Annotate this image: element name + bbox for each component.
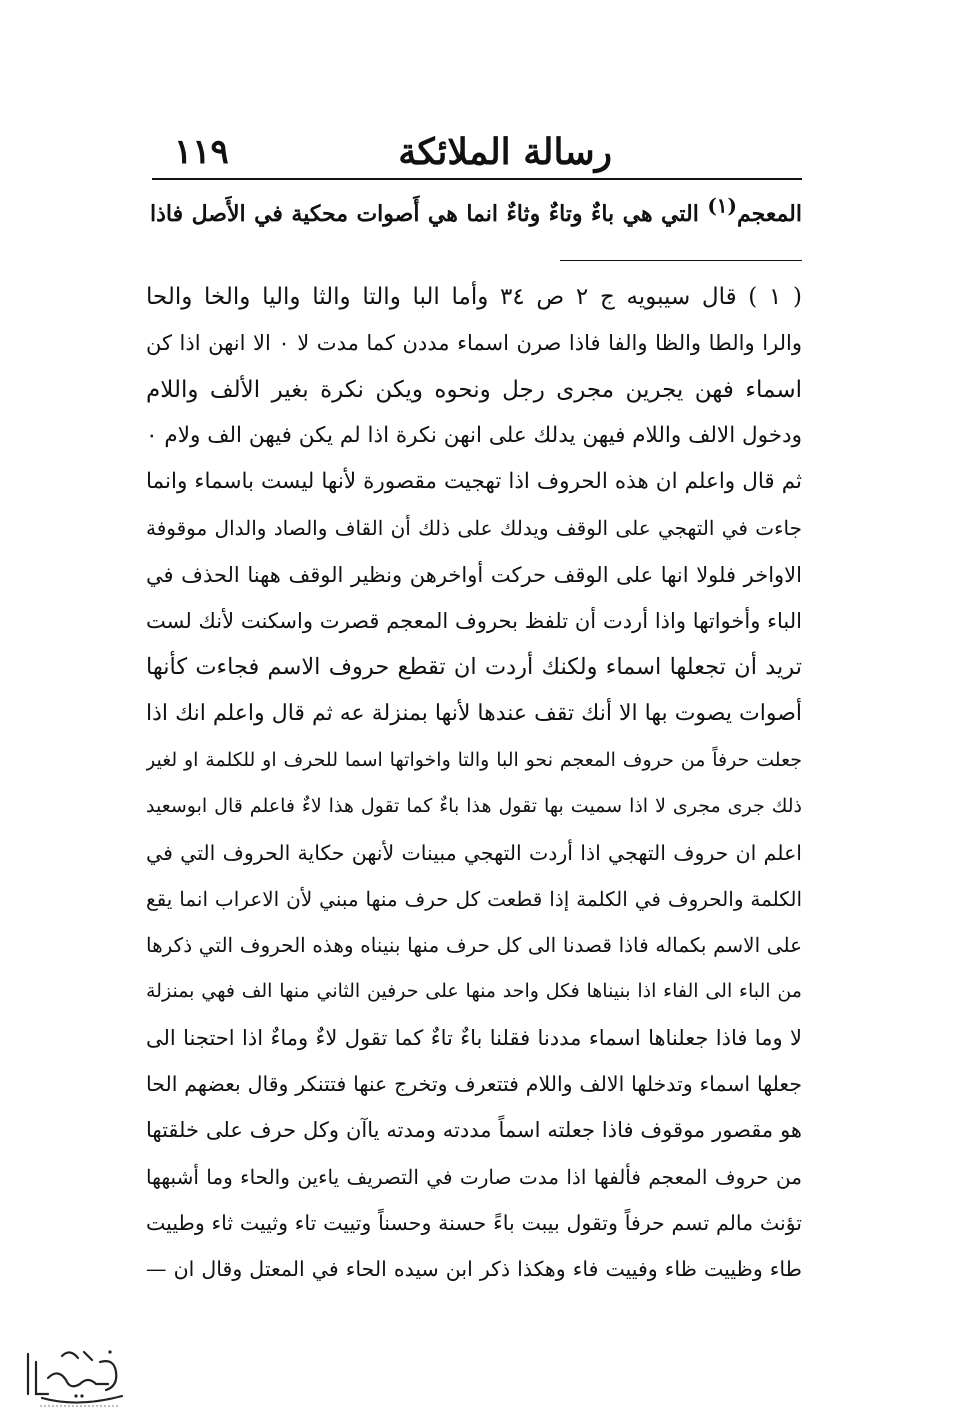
footnote-line: تريد أن تجعلها اسماء ولكنك أردت ان تقطع حروف الاسم فجاءت كأنها bbox=[146, 654, 802, 681]
footnote-line: الكلمة والحروف في الكلمة إذا قطعت كل حرف منها مبني لأن الاعراب انما يقع bbox=[146, 886, 802, 911]
footnote-line: الاواخر فلولا انها على الوقف حركت أواخرهن ونظير الوقف ههنا الحذف في bbox=[146, 562, 802, 587]
footnote-reference: (١) bbox=[707, 193, 737, 218]
footnote-line: جاءت في التهجي على الوقف ويدلك على ذلك أن القاف والصاد والدال موقوفة bbox=[146, 516, 802, 541]
footnote-line: من حروف المعجم فألفها اذا مدت صارت في التصريف ياءين والحاء وما أشبهها bbox=[146, 1164, 802, 1189]
body-text-end: التي هي باءٌ وتاءٌ وثاءٌ انما هي أَصوات محكية في الأَصل فاذا bbox=[150, 201, 708, 227]
footnote-line: ثم قال واعلم ان هذه الحروف اذا تهجيت مقصورة لأنها ليست باسماء وانما bbox=[146, 469, 802, 495]
page-number: ١١٩ bbox=[174, 132, 229, 172]
footnote-line: على الاسم بكماله فاذا قصدنا الى كل حرف منها بنيناه وهذه الحروف التي ذكرها bbox=[146, 933, 802, 958]
footnote-line: هو مقصور موقوف فاذا جعلته اسماً مددته ومدته ياآن وكل حرف على خلقتها bbox=[146, 1118, 802, 1143]
body-text-start: المعجم bbox=[737, 201, 802, 227]
footnote bbox=[146, 274, 802, 1293]
header-rule bbox=[152, 178, 802, 180]
page-header bbox=[130, 128, 802, 178]
footnote-line: اسماء فهن يجرين مجرى رجل ونحوه ويكن نكرة بغير الألف واللام bbox=[146, 376, 802, 403]
footnote-rule bbox=[560, 260, 802, 261]
footnote-line: اعلم ان حروف التهجي اذا أردت التهجي مبينات لأنهن حكاية الحروف التي في bbox=[146, 840, 802, 865]
footnote-line: جعلت حرفاً من حروف المعجم نحو البا والتا واخواتها اسما للحرف او للكلمة او لغير bbox=[146, 748, 802, 771]
footnote-line: ذلك جرى مجرى لا اذا سميت بها تقول هذا باءٌ كما تقول هذا لاءٌ فاعلم قال ابوسعيد bbox=[146, 795, 802, 818]
footnote-line: جعلها اسماء وتدخلها الالف واللام فتتعرف وتخرج عنها فتتنكر وقال بعضهم الحا bbox=[146, 1072, 802, 1097]
footnote-line: أصوات يصوت بها الا أنك تقف عندها لأنها بمنزلة عه ثم قال واعلم انك اذا bbox=[146, 700, 802, 726]
library-stamp-logo bbox=[18, 1338, 136, 1414]
footnote-line: الباء وأخواتها واذا أردت أن تلفظ بحروف المعجم قصرت واسكنت لأنك لست bbox=[146, 609, 802, 634]
running-title: رسالة الملائكة bbox=[398, 131, 612, 173]
body-text-line bbox=[150, 186, 802, 242]
footnote-line: من الباء الى الفاء اذا بنيناها فكل واحد منها على حرفين الثاني منها الف فهي بمنزلة bbox=[146, 980, 802, 1003]
footnote-line: طاء وظييت ظاء وفييت فاء وهكذا ذكر ابن سيده الحاء في المعتل وقال ان — bbox=[146, 1257, 802, 1282]
footnote-line: تؤنث مالم تسم حرفاً وتقول بيبت باءً حسنة وحسناً وتييت تاء وثييت ثاء وطييت bbox=[146, 1210, 802, 1235]
footnote-line: والرا والطا والظا والفا فاذا صرن اسماء مددن كما مدت لا ٠ الا انهن اذا كن bbox=[146, 331, 802, 356]
footnote-line: لا وما فاذا جعلناها اسماء مددنا فقلنا باءٌ تاءٌ كما تقول لاءٌ وماءٌ اذا احتجنا الى bbox=[146, 1025, 802, 1050]
footnote-line: ودخول الالف واللام فيهن يدلك على انهن نكرة اذا لم يكن فيهن الف ولام ٠ bbox=[146, 422, 802, 448]
footnote-line: ( ١ ) قال سيبويه ج ٢ ص ٣٤ وأما البا والتا والثا واليا والخا والحا bbox=[146, 284, 802, 310]
